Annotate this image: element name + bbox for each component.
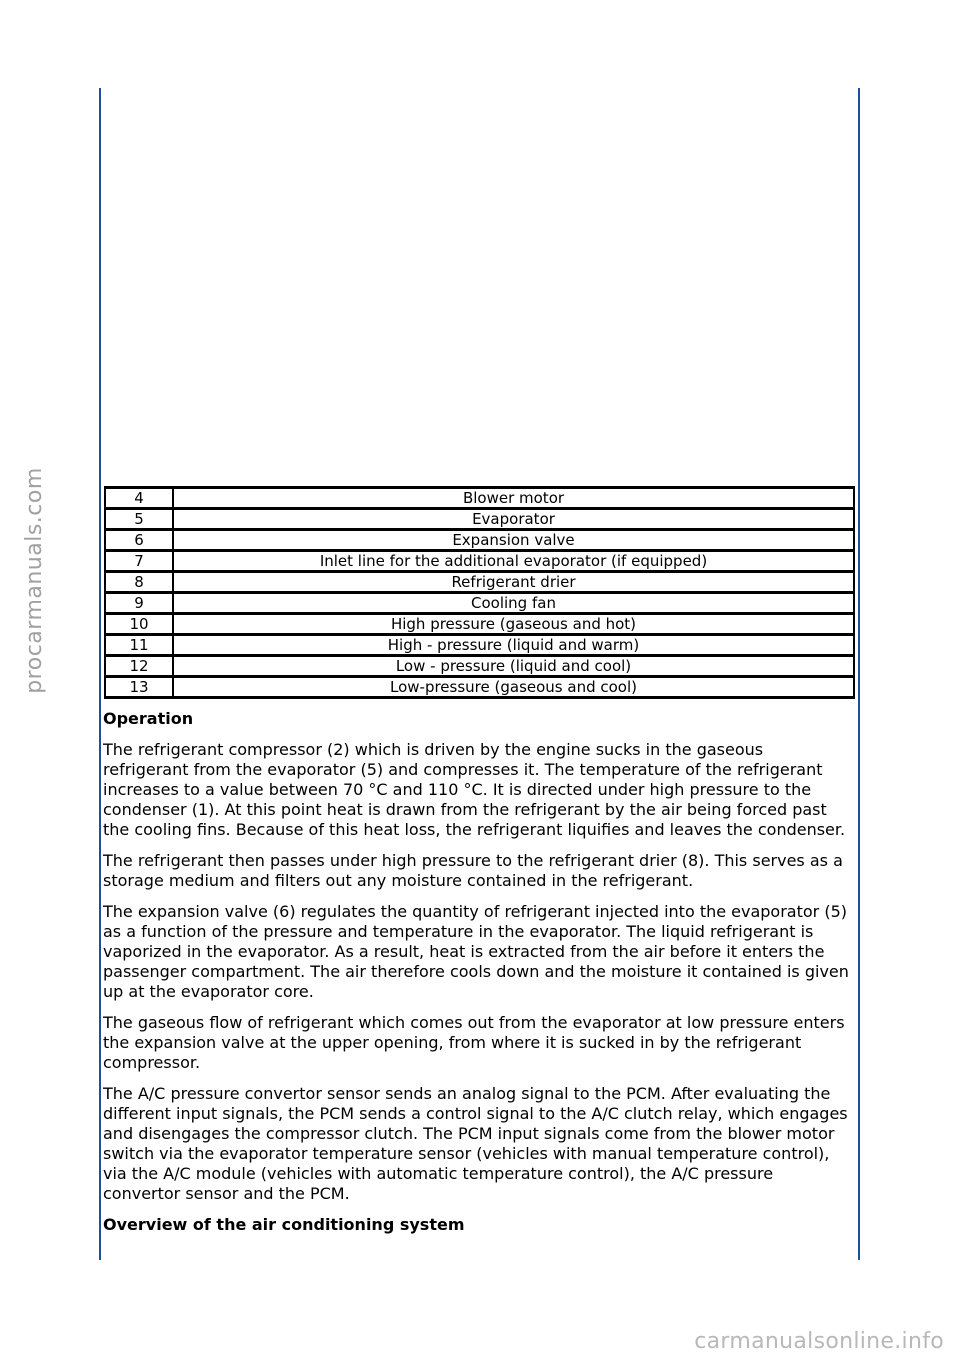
part-number: 5 <box>105 509 173 530</box>
part-description: High - pressure (liquid and warm) <box>173 635 854 656</box>
part-number: 6 <box>105 530 173 551</box>
part-number: 11 <box>105 635 173 656</box>
table-row <box>105 635 854 656</box>
part-number: 8 <box>105 572 173 593</box>
part-number: 10 <box>105 614 173 635</box>
table-row <box>105 677 854 698</box>
part-number: 13 <box>105 677 173 698</box>
table-row <box>105 488 854 509</box>
operation-paragraph: The expansion valve (6) regulates the quantity of refrigerant injected into the evaporator (5) as a function of the pressure and temperature in the evaporator. The liquid refrigerant is vaporized in the evaporator. As a result, heat is extracted from the air before it enters the passenger compartment. The air therefore cools down and the moisture it contained is given up at the evaporator core. <box>103 902 849 1001</box>
part-description: High pressure (gaseous and hot) <box>173 614 854 635</box>
part-description: Low - pressure (liquid and cool) <box>173 656 854 677</box>
operation-paragraph: The refrigerant compressor (2) which is driven by the engine sucks in the gaseous refrigerant from the evaporator (5) and compresses it. The temperature of the refrigerant increases to a value between 70 °C and 110 °C. It is directed under high pressure to the condenser (1). At this point heat is drawn from the refrigerant by the air being forced past the cooling fins. Because of this heat loss, the refrigerant liquifies and leaves the condenser. <box>103 740 846 839</box>
operation-section <box>103 709 853 1246</box>
operation-paragraph: The refrigerant then passes under high pressure to the refrigerant drier (8). This serves as a storage medium and filters out any moisture contained in the refrigerant. <box>103 851 843 890</box>
table-row <box>105 509 854 530</box>
part-description: Low-pressure (gaseous and cool) <box>173 677 854 698</box>
part-number: 4 <box>105 488 173 509</box>
table-row <box>105 551 854 572</box>
parts-legend-table <box>104 486 855 699</box>
part-number: 7 <box>105 551 173 572</box>
part-description: Cooling fan <box>173 593 854 614</box>
table-row <box>105 614 854 635</box>
right-margin-rule <box>858 88 860 1260</box>
part-number: 9 <box>105 593 173 614</box>
part-description: Inlet line for the additional evaporator (if equipped) <box>173 551 854 572</box>
part-description: Evaporator <box>173 509 854 530</box>
operation-paragraph: The A/C pressure convertor sensor sends an analog signal to the PCM. After evaluating the different input signals, the PCM sends a control signal to the A/C clutch relay, which engages and disengages the compressor clutch. The PCM input signals come from the blower motor switch via the evaporator temperature sensor (vehicles with manual temperature control), via the A/C module (vehicles with automatic temperature control), the A/C pressure convertor sensor and the PCM. <box>103 1084 848 1203</box>
overview-heading: Overview of the air conditioning system <box>103 1215 465 1234</box>
left-margin-rule <box>99 88 101 1260</box>
side-watermark <box>20 370 48 790</box>
operation-paragraph: The gaseous flow of refrigerant which comes out from the evaporator at low pressure enters the expansion valve at the upper opening, from where it is sucked in by the refrigerant compressor. <box>103 1013 845 1072</box>
bottom-watermark: carmanualsonline.info <box>694 1329 944 1354</box>
part-number: 12 <box>105 656 173 677</box>
operation-heading: Operation <box>103 709 194 728</box>
part-description: Expansion valve <box>173 530 854 551</box>
table-row <box>105 593 854 614</box>
table-row <box>105 530 854 551</box>
part-description: Blower motor <box>173 488 854 509</box>
part-description: Refrigerant drier <box>173 572 854 593</box>
table-row <box>105 572 854 593</box>
side-watermark-text: procarmanuals.com <box>21 466 47 694</box>
table-row <box>105 656 854 677</box>
